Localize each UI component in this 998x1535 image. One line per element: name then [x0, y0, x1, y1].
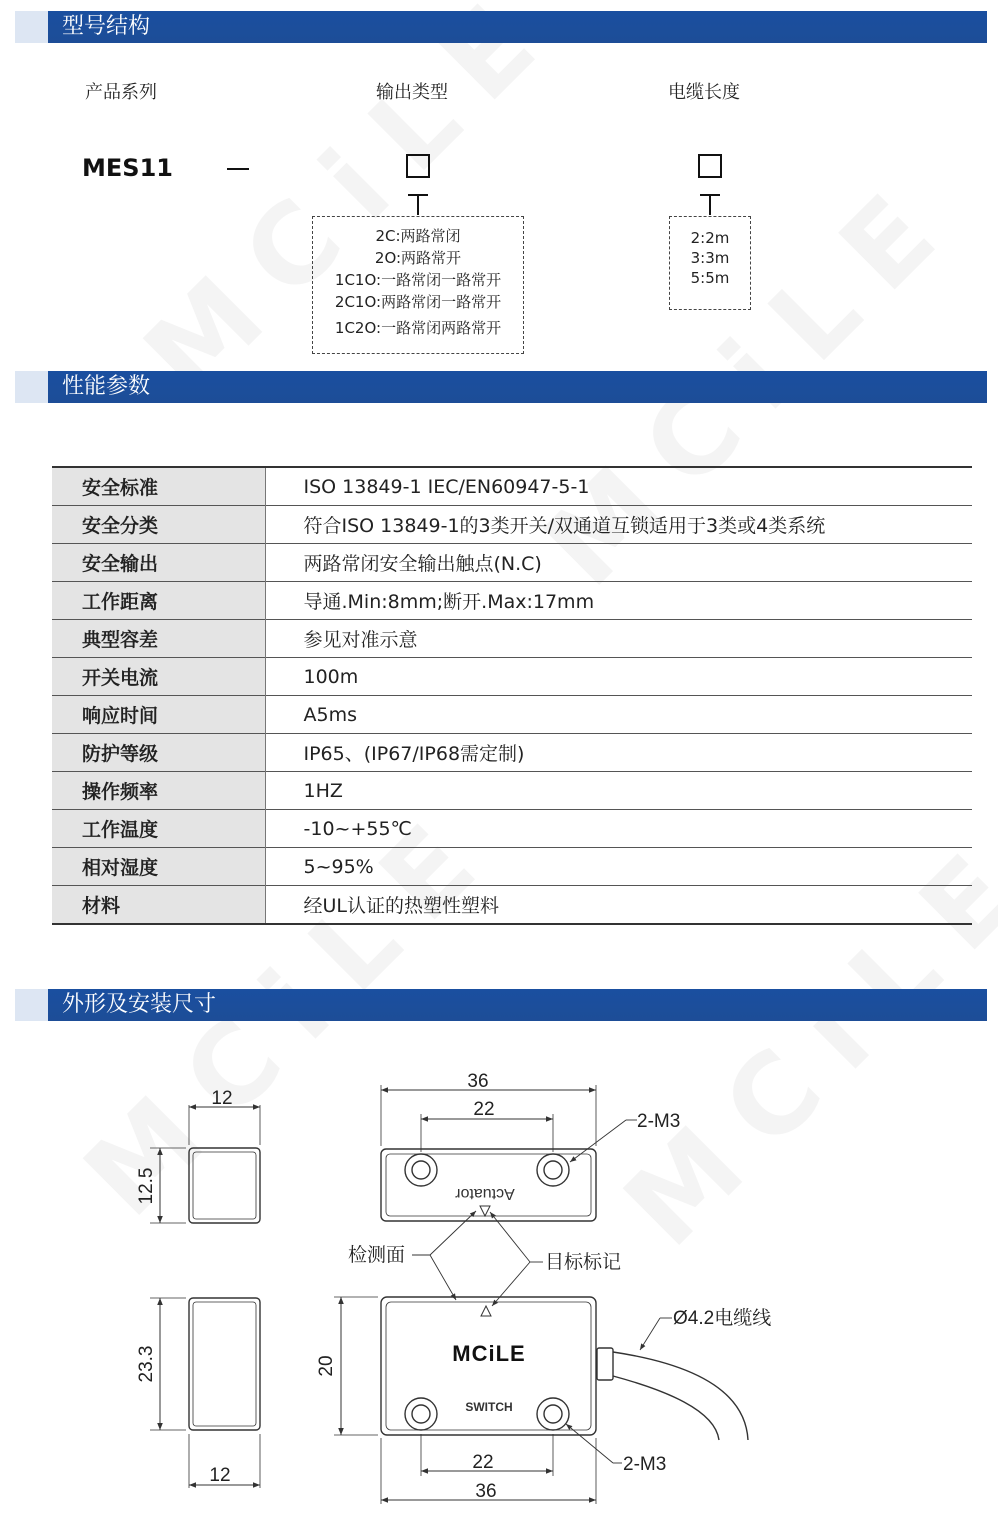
spec-row — [52, 658, 972, 696]
spec-key: 响应时间 — [52, 696, 265, 734]
tee-line — [709, 195, 711, 215]
section-title: 型号结构 — [62, 14, 151, 39]
model-code: MES11 — [82, 154, 173, 182]
spec-key: 开关电流 — [52, 658, 265, 696]
dim-front-width: 12 — [209, 1465, 231, 1486]
option-item: 2:2m — [690, 229, 730, 247]
option-item: 1C1O:一路常闭一路常开 — [334, 271, 502, 289]
spec-value: 经UL认证的热塑性塑料 — [303, 895, 499, 917]
side-view-tall — [150, 1298, 260, 1488]
dimension-drawing — [0, 1040, 998, 1535]
separator-dash — [227, 168, 249, 170]
spec-key: 相对湿度 — [52, 848, 265, 886]
option-item: 5:5m — [690, 269, 730, 287]
section-title: 性能参数 — [62, 374, 151, 399]
dim-top-holes: 22 — [473, 1099, 495, 1120]
switch-text: SWITCH — [465, 1400, 513, 1414]
option-item: 1C2O:一路常闭两路常开 — [334, 319, 502, 337]
spec-row — [52, 582, 972, 620]
spec-key: 工作温度 — [52, 810, 265, 848]
spec-value: IP65、(IP67/IP68需定制) — [303, 743, 525, 765]
dim-bottom-total: 36 — [475, 1481, 497, 1502]
watermark — [120, 0, 580, 421]
thread-label-top: 2-M3 — [637, 1111, 681, 1132]
spec-key: 安全输出 — [52, 544, 265, 582]
spec-key: 安全分类 — [52, 506, 265, 544]
spec-key: 操作频率 — [52, 772, 265, 810]
dim-top-total: 36 — [467, 1071, 489, 1092]
dim-front-height: 23.3 — [136, 1345, 157, 1383]
tee-bar — [700, 194, 720, 196]
spec-value: 参见对准示意 — [303, 629, 418, 651]
output-options-box — [312, 216, 524, 354]
label-target-mark: 目标标记 — [545, 1252, 622, 1273]
spec-key: 典型容差 — [52, 620, 265, 658]
spec-value: 1HZ — [303, 779, 343, 802]
spec-value: 符合ISO 13849-1的3类开关/双通道互锁适用于3类或4类系统 — [303, 515, 826, 537]
thread-label-bottom: 2-M3 — [623, 1454, 667, 1475]
column-label-cable: 电缆长度 — [668, 82, 740, 103]
actuator-text: Actuator — [455, 1185, 515, 1202]
output-placeholder-box — [406, 154, 430, 178]
cable-placeholder-box — [698, 154, 722, 178]
spec-value: 5~95% — [303, 855, 374, 878]
spec-row — [52, 544, 972, 582]
spec-row — [52, 696, 972, 734]
spec-row — [52, 620, 972, 658]
spec-key: 防护等级 — [52, 734, 265, 772]
dim-bottom-holes: 22 — [472, 1452, 494, 1473]
spec-row — [52, 734, 972, 772]
logo: MCiLE — [452, 1341, 526, 1366]
cable-options-box — [669, 216, 751, 310]
spec-row — [52, 848, 972, 886]
column-label-output: 输出类型 — [376, 82, 448, 103]
tee-line — [417, 195, 419, 215]
spec-row — [52, 810, 972, 848]
spec-value: 两路常闭安全输出触点(N.C) — [303, 553, 542, 575]
side-view-small — [150, 1105, 260, 1223]
spec-value: 100m — [303, 665, 359, 688]
option-item: 2C:两路常闭 — [375, 227, 461, 245]
spec-row — [52, 467, 972, 506]
spec-value: A5ms — [303, 703, 357, 726]
label-sensing-surface: 检测面 — [348, 1245, 406, 1266]
section-header-performance — [15, 371, 987, 403]
section-title: 外形及安装尺寸 — [62, 992, 217, 1017]
spec-key: 工作距离 — [52, 582, 265, 620]
option-item: 3:3m — [690, 249, 730, 267]
spec-value: ISO 13849-1 IEC/EN60947-5-1 — [303, 475, 590, 498]
spec-key: 材料 — [52, 886, 265, 925]
column-label-series: 产品系列 — [85, 82, 157, 103]
tee-bar — [408, 194, 428, 196]
spec-value: -10~+55℃ — [303, 817, 412, 840]
dim-side-width: 12 — [211, 1088, 233, 1109]
option-item: 2O:两路常开 — [374, 249, 462, 267]
dim-side-height: 12.5 — [136, 1167, 157, 1205]
option-item: 2C1O:两路常闭一路常开 — [334, 293, 502, 311]
dim-body-height: 20 — [316, 1355, 337, 1377]
spec-row — [52, 886, 972, 925]
section-header-dimensions — [15, 989, 987, 1021]
spec-row — [52, 506, 972, 544]
spec-key: 安全标准 — [52, 467, 265, 506]
section-header-model — [15, 11, 987, 43]
spec-table — [52, 466, 972, 925]
label-cable: Ø4.2电缆线 — [673, 1308, 772, 1329]
spec-row — [52, 772, 972, 810]
spec-value: 导通.Min:8mm;断开.Max:17mm — [303, 591, 595, 613]
